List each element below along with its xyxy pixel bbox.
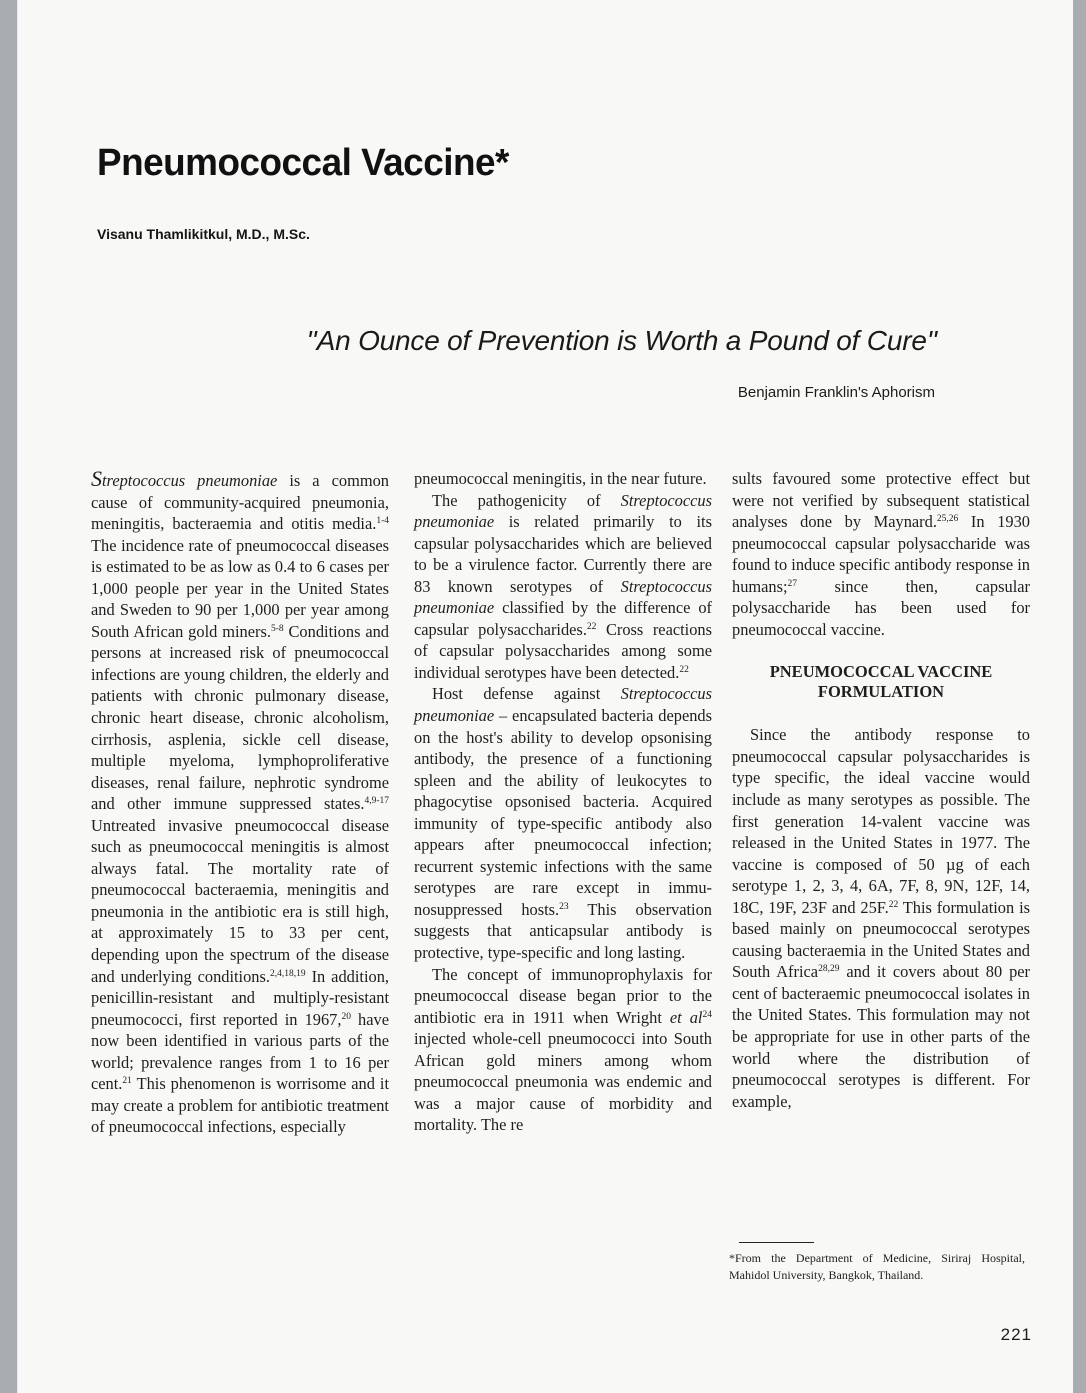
body-text: sults favoured some protective effect but were not verified by subsequent statistical analyses done by Maynard. xyxy=(732,469,1030,532)
body-text: is related primarily to its capsular polysaccharides which are believed to be a virulence factor. Currently there are 83 known serotypes of xyxy=(414,512,712,596)
citation: 22 xyxy=(679,664,689,675)
epigraph-quote: ''An Ounce of Prevention is Worth a Pound of Cure'' xyxy=(306,325,937,356)
citation: 23 xyxy=(559,901,569,912)
body-text: In 1930 pneumococcal capsular polysaccharide was found to induce specific antibody response in humans; xyxy=(732,512,1030,596)
author-byline: Visanu Thamlikitkul, M.D., M.Sc. xyxy=(97,226,310,242)
species-name: Streptococcus pneumoniae xyxy=(414,684,712,726)
footnote: *From the Department of Medicine, Siriraj Hospital, Mahidol University, Bangkok, Thailand. xyxy=(729,1251,1025,1282)
citation: 28,29 xyxy=(818,964,840,975)
body-text: injected whole-cell pneumococci into South African gold miners among whom pneumococcal pneumonia was endemic and was a major cause of morbidity and mortality. The re xyxy=(414,1029,712,1135)
paragraph xyxy=(732,468,1030,640)
section-heading: PNEUMOCOCCAL VACCINE FORMULATION xyxy=(769,662,993,702)
text-column-2 xyxy=(414,468,712,1136)
body-text: is a common cause of community-acquired pneumonia, meningitis, bacteraemia and otitis media. xyxy=(91,471,389,534)
body-text: have now been identified in various parts of the world; prevalence ranges from 1 to 16 per cent. xyxy=(91,1009,389,1094)
paragraph xyxy=(414,964,712,1136)
citation: 1-4 xyxy=(376,516,389,527)
citation: 4,9-17 xyxy=(364,796,389,807)
page-number: 221 xyxy=(1000,1325,1032,1344)
body-text: The incidence rate of pneumococcal diseases is estimated to be as low as 0.4 to 6 cases per 1,000 people per year in the United States and Sweden to 90 per 1,000 per year among South African gold miners. xyxy=(91,535,389,641)
body-text: since then, capsular polysaccharide has been used for pneumococcal vaccine. xyxy=(732,576,1030,639)
body-text: This phenomenon is worrisome and it may create a problem for antibiotic treatment of pneumococcal infections, especially xyxy=(91,1074,389,1137)
drop-cap: S xyxy=(91,466,102,491)
citation: 25,26 xyxy=(936,514,959,525)
epigraph-source: Benjamin Franklin's Aphorism xyxy=(737,384,935,401)
text-column-1 xyxy=(91,468,389,1138)
body-text: Since the antibody response to pneumococcal capsular polysaccharides is type specific, the ideal vaccine would include as many serotypes as possible. The first generation 14-valent vaccine was released in the United States in 1977. The vaccine is composed of 50 µg of each serotype 1, 2, 3, 4, 6A, 7F, 8, 9N, 12F, 14, 18C, 19F, 23F and 25F. xyxy=(732,725,1030,917)
body-text: Host defense against xyxy=(432,684,621,704)
citation: 5-8 xyxy=(270,623,284,634)
paragraph xyxy=(91,468,389,1138)
et-al: et al xyxy=(669,1007,703,1027)
citation: 22 xyxy=(888,899,899,910)
citation: 21 xyxy=(122,1076,132,1087)
article-title: Pneumococcal Vaccine* xyxy=(97,142,509,184)
citation: 2,4,18,19 xyxy=(269,968,306,979)
species-name: treptococcus pneumoniae xyxy=(102,471,278,490)
paragraph xyxy=(732,724,1030,1112)
body-text: The pathogenicity of xyxy=(432,490,621,510)
citation: 24 xyxy=(702,1009,712,1020)
body-text: Conditions and persons at increased risk of pneumococcal infections are young children, the elderly and patients with chronic pulmonary disease, chronic heart disease, chronic alcoholism, cirrhosis, asplenia, sickle cell disease, multiple myeloma, lymphoproliferative diseases, renal failure, nephrotic syndrome and other immune suppressed states. xyxy=(91,621,390,814)
paragraph xyxy=(414,490,712,684)
body-text: In addition, penicillin-resistant and multiply-resistant pneumococci, first reported in 1967, xyxy=(91,966,389,1029)
text-column-3 xyxy=(732,468,1030,1112)
body-text: This observation suggests that anticapsular antibody is protective, type-specific and long lasting. xyxy=(414,899,712,963)
body-text: The concept of immunoprophylaxis for pneumococcal disease began prior to the antibiotic era in 1911 when Wright xyxy=(414,964,712,1027)
species-name: Streptococcus pneumoniae xyxy=(414,490,712,532)
citation: 27 xyxy=(787,578,798,589)
body-text: – encapsulated bacteria depends on the host's ability to develop opsonising antibody, the presence of a functioning spleen and the ability of leukocytes to phagocytise opsonised bacteria. Acquired immunity of type-specific antibody also appears after pneumococcal infection; recurrent systemic infections with the same serotypes are rare except in immunosuppressed hosts. xyxy=(414,706,712,919)
citation: 22 xyxy=(586,621,597,632)
citation: 20 xyxy=(341,1011,351,1022)
body-text: classified by the difference of capsular polysaccharides. xyxy=(414,598,712,639)
body-text: This formulation is based mainly on pneumococcal serotypes causing bacteraemia in the United States and South Africa xyxy=(732,897,1030,982)
footnote-divider xyxy=(739,1242,814,1243)
body-text: Untreated invasive pneumococcal disease such as pneumococcal meningitis is almost always fatal. The mortality rate of pneumococcal bacteraemia, meningitis and pneumonia in the antibiotic era is still high, at approximately 15 to 33 per cent, depending upon the spectrum of the disease and underlying conditions. xyxy=(91,815,389,986)
body-text: Cross reactions of capsular polysaccharides among some individual serotypes have been detected. xyxy=(414,619,712,682)
paragraph xyxy=(414,683,712,963)
species-name: Streptococcus pneumoniae xyxy=(414,576,712,618)
journal-page xyxy=(17,0,1073,1393)
body-text: and it covers about 80 per cent of bacteraemic pneumococcal isolates in the United States. This formulation may not be appropriate for use in other parts of the world where the distribution of pneumococcal serotypes is different. For example, xyxy=(732,962,1030,1111)
paragraph: pneumococcal meningitis, in the near future. xyxy=(414,469,707,488)
